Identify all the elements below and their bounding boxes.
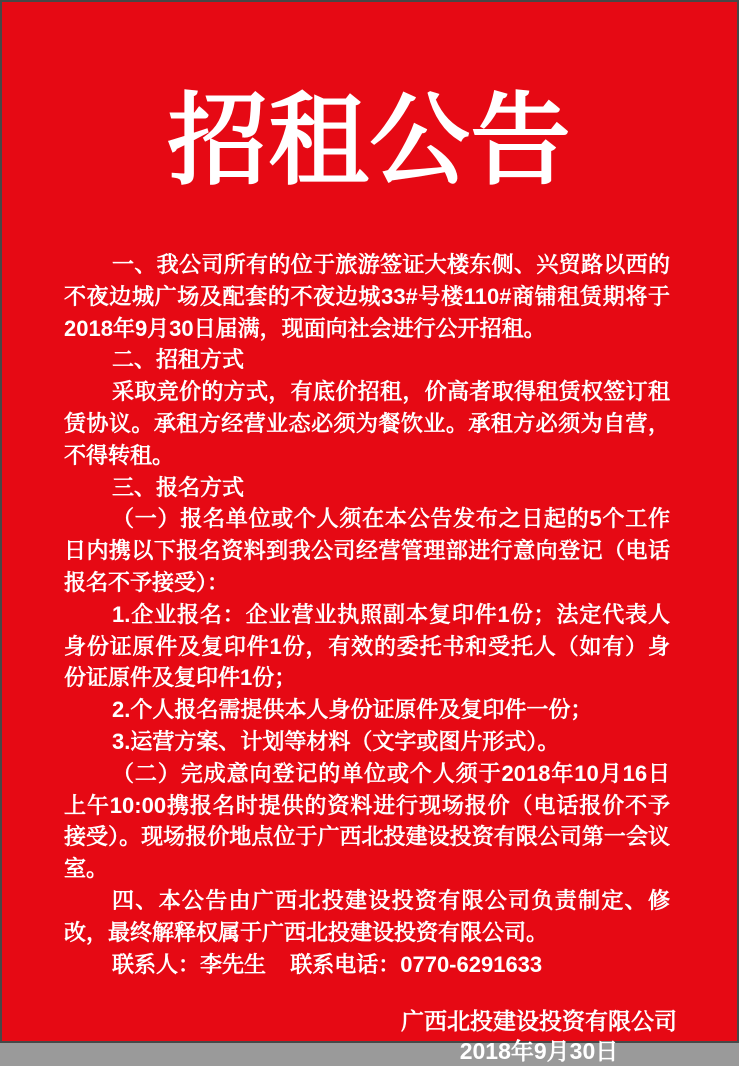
signature-company-name: 广西北投建设投资有限公司	[401, 1008, 677, 1035]
signature-block	[2, 1006, 737, 1066]
notice-paragraph-3-2: （二）完成意向登记的单位或个人须于2018年10月16日上午10:00携报名时提供的资料进行现场报价（电话报价不予接受）。现场报价地点位于广西北投建设投资有限公司第一会议室。	[64, 760, 670, 882]
notice-body	[2, 249, 737, 980]
poster-title: 招租公告	[167, 86, 572, 197]
notice-list-item-1: 1.企业报名：企业营业执照副本复印件1份；法定代表人身份证原件及复印件1份，有效的委托书和受托人（如有）身份证原件及复印件1份；	[64, 601, 670, 691]
contact-person-label: 联系人：	[112, 951, 201, 977]
signature-inner	[401, 1006, 677, 1066]
notice-paragraph-2: 采取竞价的方式，有底价招租，价高者取得租赁权签订租赁协议。承租方经营业态必须为餐饮业。承租方必须为自营，不得转租。	[64, 379, 670, 468]
notice-paragraph-3-1: （一）报名单位或个人须在本公告发布之日起的5个工作日内携以下报名资料到我公司经营管理部进行意向登记（电话报名不予接受）：	[64, 506, 670, 595]
notice-list-item-2: 2.个人报名需提供本人身份证原件及复印件一份；	[112, 697, 593, 723]
notice-section-heading-3: 三、报名方式	[112, 474, 245, 500]
contact-person-value: 李先生	[200, 951, 267, 977]
contact-phone-value: 0770-6291633	[400, 951, 543, 977]
notice-list-item-3: 3.运营方案、计划等材料（文字或图片形式）。	[112, 728, 560, 754]
signature-date: 2018年9月30日	[459, 1038, 619, 1065]
notice-section-heading-2: 二、招租方式	[112, 347, 245, 373]
notice-paragraph-1: 一、我公司所有的位于旅游签证大楼东侧、兴贸路以西的不夜边城广场及配套的不夜边城33#号楼110#商铺租赁期将于2018年9月30日届满，现面向社会进行公开招租。	[64, 252, 670, 341]
contact-line	[64, 949, 670, 981]
notice-paragraph-4: 四、本公告由广西北投建设投资有限公司负责制定、修改，最终解释权属于广西北投建设投资有限公司。	[64, 887, 670, 945]
contact-phone-label: 联系电话：	[290, 951, 401, 977]
